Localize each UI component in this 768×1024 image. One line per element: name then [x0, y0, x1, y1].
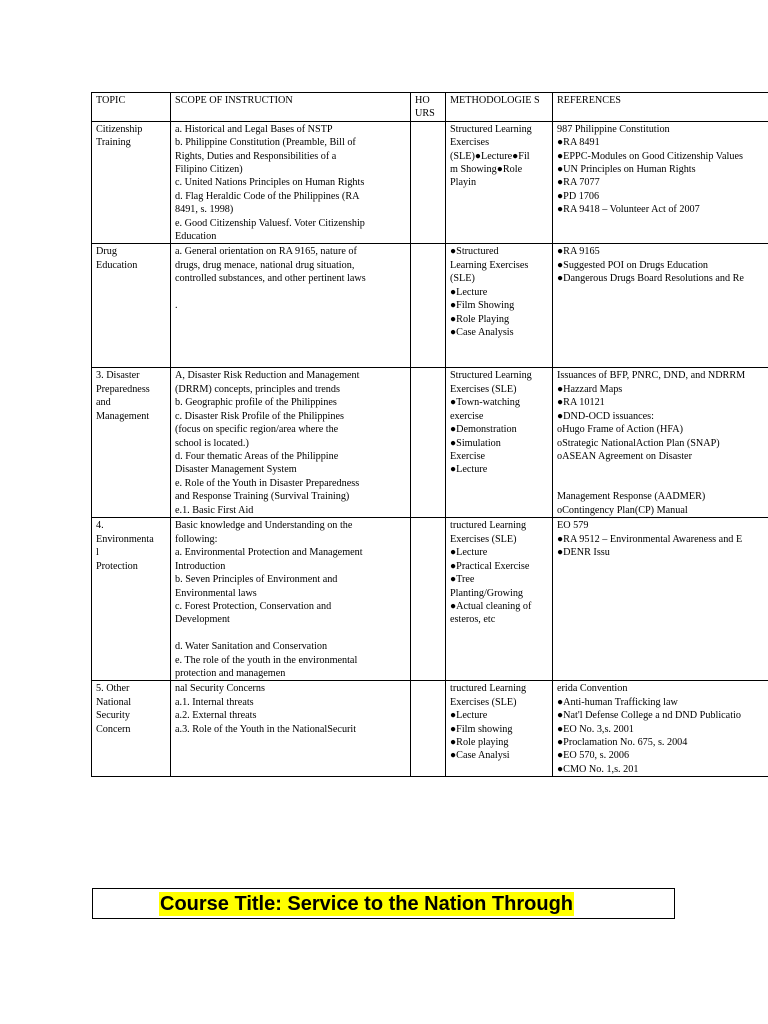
- scope-line: c. Forest Protection, Conservation and: [175, 600, 332, 612]
- methodology-line: (SLE): [450, 273, 475, 285]
- topic-line: Protection: [96, 560, 138, 572]
- reference-line: ●PD 1706: [557, 190, 600, 202]
- scope-line: Rights, Duties and Responsibilities of a: [175, 150, 337, 162]
- reference-line: ●EO 570, s. 2006: [557, 750, 630, 762]
- methodology-line: ●Lecture: [450, 710, 488, 722]
- header-hours: HO URS: [411, 93, 446, 122]
- topic-line: Management: [96, 410, 150, 422]
- methodologies-cell: [446, 368, 553, 518]
- scope-cell: [171, 244, 411, 368]
- methodology-line: ●Case Analysis: [450, 326, 514, 338]
- methodologies-cell: [446, 244, 553, 368]
- reference-line: ●Proclamation No. 675, s. 2004: [557, 736, 688, 748]
- table-row: [92, 121, 768, 244]
- reference-line: Issuances of BFP, PNRC, DND, and NDRRM: [557, 370, 746, 382]
- scope-line: e. The role of the youth in the environmental: [175, 654, 358, 666]
- reference-line: [557, 477, 768, 490]
- scope-line: [175, 286, 406, 299]
- scope-cell: [171, 121, 411, 244]
- methodology-line: ●Role Playing: [450, 313, 510, 325]
- reference-line: erida Convention: [557, 683, 628, 695]
- scope-line: a. Environmental Protection and Management: [175, 547, 363, 559]
- topic-line: Concern: [96, 723, 131, 735]
- references-cell: [553, 244, 768, 368]
- scope-line: 8491, s. 1998): [175, 204, 234, 216]
- scope-line: protection and managemen: [175, 667, 286, 679]
- reference-line: ●Suggested POI on Drugs Education: [557, 259, 709, 271]
- reference-line: oStrategic NationalAction Plan (SNAP): [557, 437, 720, 449]
- methodology-line: ●Film showing: [450, 723, 513, 735]
- topic-cell: [92, 121, 171, 244]
- topic-line: National: [96, 696, 132, 708]
- scope-line: c. Disaster Risk Profile of the Philippines: [175, 410, 344, 422]
- syllabus-table-body: [92, 93, 768, 777]
- reference-line: ●DND-OCD issuances:: [557, 410, 654, 422]
- scope-cell: [171, 368, 411, 518]
- methodology-line: ●Town-watching: [450, 397, 520, 409]
- header-references: REFERENCES: [553, 93, 768, 122]
- topic-line: Preparedness: [96, 383, 150, 395]
- methodology-line: ●Lecture: [450, 286, 488, 298]
- scope-line: d. Flag Heraldic Code of the Philippines (RA: [175, 190, 360, 202]
- reference-line: oHugo Frame of Action (HFA): [557, 424, 684, 436]
- hours-cell: [411, 518, 446, 681]
- table-row: [92, 368, 768, 518]
- reference-line: ●UN Principles on Human Rights: [557, 164, 696, 176]
- scope-line: d. Four thematic Areas of the Philippine: [175, 450, 339, 462]
- scope-line: [175, 627, 406, 640]
- reference-line: oASEAN Agreement on Disaster: [557, 450, 692, 462]
- reference-line: ●DENR Issu: [557, 547, 610, 559]
- reference-line: ●Nat'l Defense College a nd DND Publicatio: [557, 710, 741, 722]
- reference-line: [557, 463, 768, 476]
- methodologies-cell: [446, 121, 553, 244]
- course-title-box: [92, 888, 675, 919]
- reference-line: ●RA 9165: [557, 246, 600, 258]
- reference-line: ●RA 8491: [557, 137, 600, 149]
- scope-line: a.2. External threats: [175, 710, 257, 722]
- scope-line: drugs, drug menace, national drug situation,: [175, 259, 355, 271]
- methodology-line: ●Case Analysi: [450, 750, 510, 762]
- reference-line: ●EO No. 3,s. 2001: [557, 723, 634, 735]
- topic-cell: [92, 368, 171, 518]
- scope-line: Basic knowledge and Understanding on the: [175, 520, 353, 532]
- topic-cell: [92, 518, 171, 681]
- topic-cell: [92, 244, 171, 368]
- topic-line: Environmenta: [96, 533, 154, 545]
- reference-line: ●EPPC-Modules on Good Citizenship Values: [557, 150, 743, 162]
- scope-line: A, Disaster Risk Reduction and Management: [175, 370, 360, 382]
- methodology-line: ●Film Showing: [450, 300, 515, 312]
- methodology-line: ●Tree: [450, 574, 475, 586]
- scope-line: c. United Nations Principles on Human Rights: [175, 177, 365, 189]
- scope-line: and Response Training (Survival Training): [175, 491, 350, 503]
- scope-line: controlled substances, and other pertinent laws: [175, 273, 366, 285]
- scope-line: following:: [175, 533, 218, 545]
- table-header-row: [92, 93, 768, 122]
- methodology-line: Exercise: [450, 450, 486, 462]
- references-cell: [553, 518, 768, 681]
- methodology-line: Exercises (SLE): [450, 383, 517, 395]
- methodologies-cell: [446, 518, 553, 681]
- table-row: [92, 518, 768, 681]
- scope-line: (focus on specific region/area where the: [175, 424, 339, 436]
- methodology-line: ●Simulation: [450, 437, 501, 449]
- methodology-line: Exercises (SLE): [450, 696, 517, 708]
- scope-line: a.1. Internal threats: [175, 696, 254, 708]
- topic-line: Drug: [96, 246, 117, 258]
- scope-line: a. General orientation on RA 9165, nature of: [175, 246, 357, 258]
- methodology-line: ●Demonstration: [450, 424, 517, 436]
- scope-line: Disaster Management System: [175, 464, 297, 476]
- scope-line: e.1. Basic First Aid: [175, 504, 254, 516]
- reference-line: ●Dangerous Drugs Board Resolutions and Re: [557, 273, 744, 285]
- methodology-line: ●Lecture: [450, 547, 488, 559]
- methodology-line: Exercises: [450, 137, 490, 149]
- reference-line: ●RA 7077: [557, 177, 600, 189]
- topic-line: Citizenship: [96, 123, 143, 135]
- methodologies-cell: [446, 681, 553, 777]
- methodology-line: Structured Learning: [450, 123, 532, 135]
- methodology-line: tructured Learning: [450, 520, 527, 532]
- references-cell: [553, 681, 768, 777]
- topic-line: 3. Disaster: [96, 370, 140, 382]
- scope-line: nal Security Concerns: [175, 683, 265, 695]
- scope-line: Development: [175, 614, 230, 626]
- hours-cell: [411, 681, 446, 777]
- methodology-line: ●Structured: [450, 246, 499, 258]
- table-row: [92, 244, 768, 368]
- reference-line: ●CMO No. 1,s. 201: [557, 763, 639, 775]
- references-cell: [553, 368, 768, 518]
- reference-line: ●RA 9418 – Volunteer Act of 2007: [557, 204, 700, 216]
- header-topic: TOPIC: [92, 93, 171, 122]
- header-scope-of-instruction: SCOPE OF INSTRUCTION: [171, 93, 411, 122]
- reference-line: Management Response (AADMER): [557, 491, 706, 503]
- scope-line: e. Good Citizenship Valuesf. Voter Citizenship: [175, 217, 365, 229]
- methodology-line: ●Role playing: [450, 736, 509, 748]
- hours-cell: [411, 244, 446, 368]
- methodology-line: Learning Exercises: [450, 259, 529, 271]
- reference-line: 987 Philippine Constitution: [557, 123, 670, 135]
- methodology-line: m Showing●Role: [450, 164, 523, 176]
- reference-line: ●Anti-human Trafficking law: [557, 696, 678, 708]
- methodology-line: esteros, etc: [450, 614, 496, 626]
- scope-line: a.3. Role of the Youth in the NationalSecurit: [175, 723, 357, 735]
- methodology-line: ●Actual cleaning of: [450, 600, 532, 612]
- reference-line: EO 579: [557, 520, 589, 532]
- methodology-line: ●Lecture: [450, 464, 488, 476]
- scope-line: Environmental laws: [175, 587, 257, 599]
- topic-line: 5. Other: [96, 683, 130, 695]
- scope-line: b. Philippine Constitution (Preamble, Bill of: [175, 137, 356, 149]
- methodology-line: ●Practical Exercise: [450, 560, 530, 572]
- scope-line: b. Geographic profile of the Philippines: [175, 397, 337, 409]
- topic-line: 4.: [96, 520, 104, 532]
- reference-line: oContingency Plan(CP) Manual: [557, 504, 688, 516]
- methodology-line: Structured Learning: [450, 370, 532, 382]
- reference-line: ●RA 10121: [557, 397, 605, 409]
- topic-line: Security: [96, 710, 130, 722]
- reference-line: ●RA 9512 – Environmental Awareness and E: [557, 533, 743, 545]
- scope-line: .: [175, 300, 178, 312]
- scope-line: Introduction: [175, 560, 226, 572]
- methodology-line: Playin: [450, 177, 477, 189]
- hours-cell: [411, 368, 446, 518]
- references-cell: [553, 121, 768, 244]
- course-title: Course Title: Service to the Nation Through: [160, 893, 574, 915]
- topic-line: Training: [96, 137, 131, 149]
- methodology-line: Planting/Growing: [450, 587, 524, 599]
- methodology-line: tructured Learning: [450, 683, 527, 695]
- reference-line: ●Hazzard Maps: [557, 383, 623, 395]
- methodology-line: Exercises (SLE): [450, 533, 517, 545]
- scope-line: b. Seven Principles of Environment and: [175, 574, 338, 586]
- hours-cell: [411, 121, 446, 244]
- scope-cell: [171, 681, 411, 777]
- scope-cell: [171, 518, 411, 681]
- methodology-line: (SLE)●Lecture●Fil: [450, 150, 530, 162]
- scope-line: Education: [175, 231, 217, 243]
- topic-line: Education: [96, 259, 138, 271]
- scope-line: school is located.): [175, 437, 249, 449]
- table-row: [92, 681, 768, 777]
- scope-line: a. Historical and Legal Bases of NSTP: [175, 123, 333, 135]
- scope-line: d. Water Sanitation and Conservation: [175, 641, 328, 653]
- topic-line: l: [96, 547, 99, 559]
- topic-cell: [92, 681, 171, 777]
- scope-line: (DRRM) concepts, principles and trends: [175, 383, 340, 395]
- syllabus-table: [91, 92, 768, 777]
- methodology-line: exercise: [450, 410, 484, 422]
- topic-line: and: [96, 397, 111, 409]
- scope-line: Filipino Citizen): [175, 164, 243, 176]
- header-methodologies: METHODOLOGIE S: [446, 93, 553, 122]
- scope-line: e. Role of the Youth in Disaster Preparedness: [175, 477, 360, 489]
